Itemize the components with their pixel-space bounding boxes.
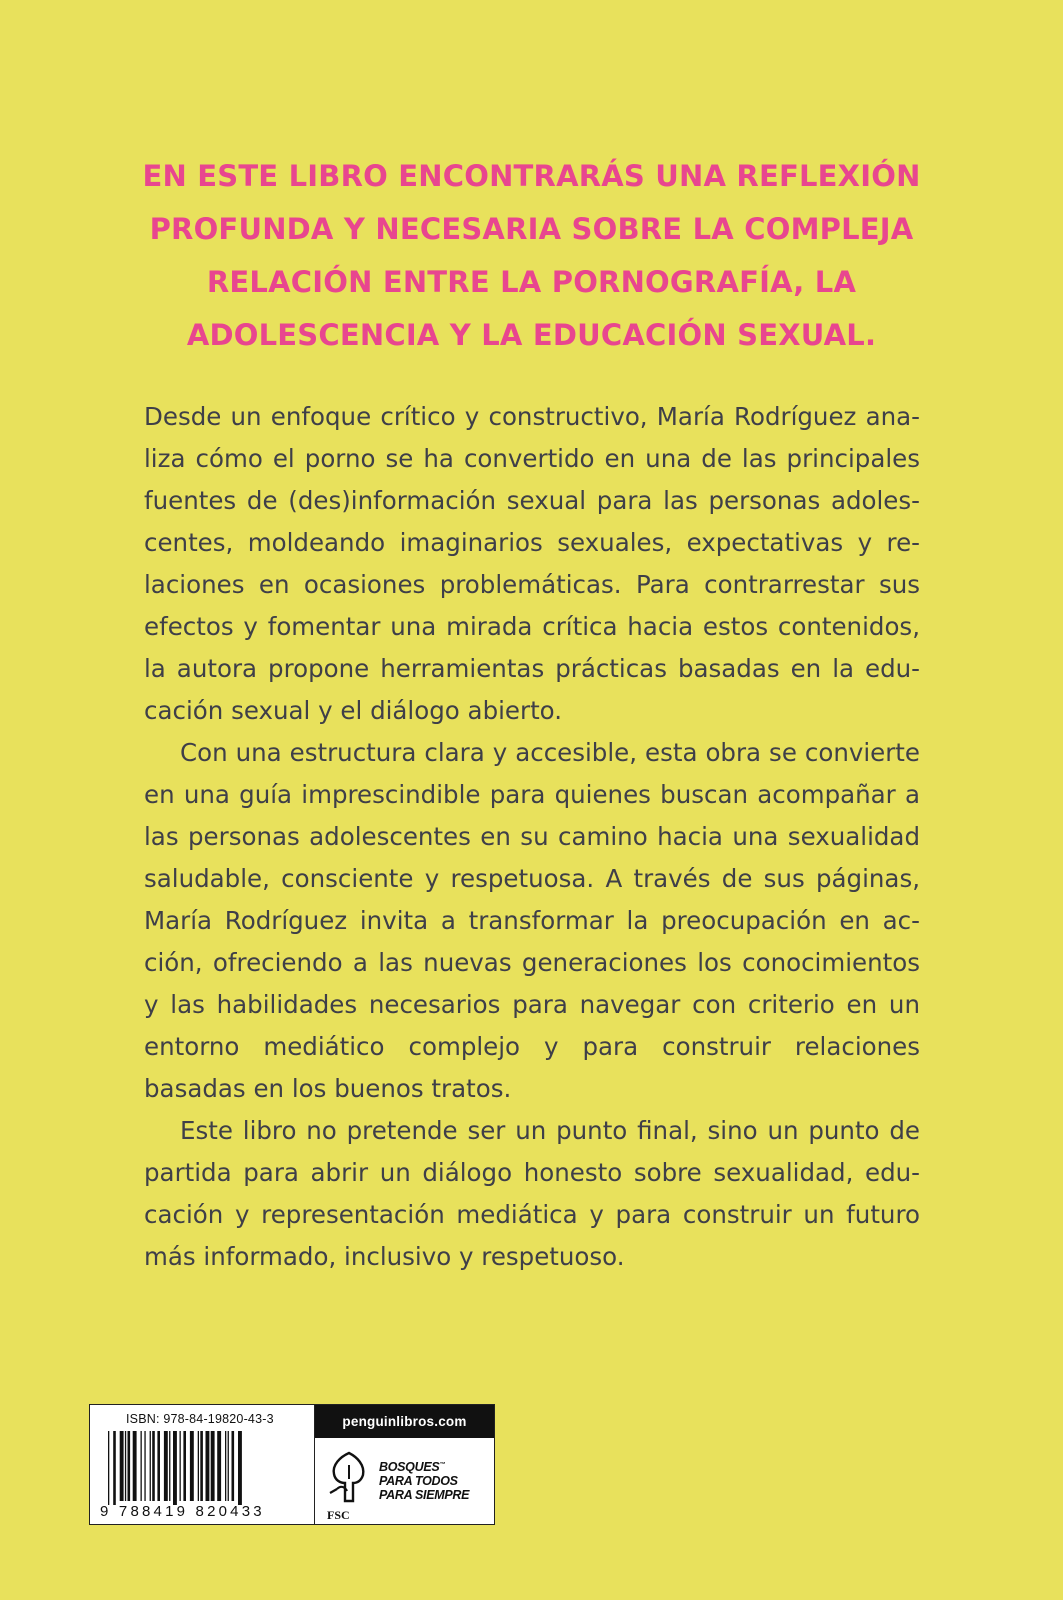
barcode-stripe — [128, 1431, 131, 1501]
ean-digits: 9 788419 820433 — [100, 1503, 265, 1520]
barcode-stripe — [225, 1431, 226, 1501]
barcode-stripe — [217, 1431, 221, 1501]
isbn-label: ISBN: 978-84-19820-43-3 — [126, 1412, 274, 1426]
headline-line-1: EN ESTE LIBRO ENCONTRARÁS UNA REFLEXIÓN — [142, 159, 921, 193]
barcode-stripe — [144, 1431, 145, 1501]
barcode-stripe — [180, 1431, 181, 1501]
barcode-stripe — [169, 1431, 170, 1501]
fsc-tree-icon — [327, 1449, 371, 1509]
barcode-stripe — [125, 1431, 126, 1501]
headline-line-4: ADOLESCENCIA Y LA EDUCACIÓN SEXUAL. — [186, 318, 877, 352]
barcode-stripe — [198, 1431, 199, 1501]
barcode-stripe — [164, 1431, 168, 1501]
barcode-bars — [106, 1431, 306, 1505]
barcode-stripe — [173, 1431, 177, 1505]
barcode-stripe — [228, 1431, 229, 1501]
barcode-box — [89, 1404, 495, 1525]
blurb-paragraph-1: Desde un enfoque crítico y constructivo, María Rodríguez analiza cómo el porno se ha convertido en una de las principales fuentes de (des)información sexual para las personas adolescentes, moldeando imaginarios sexuales, expectativas y relaciones en ocasiones problemáticas. Para contrarrestar sus efectos y fomentar una mirada crítica hacia estos contenidos, la autora propone herramientas prácticas basadas en la educación sexual y el diálogo abierto. — [144, 402, 920, 725]
barcode-stripe — [108, 1431, 109, 1505]
barcode-stripe — [120, 1431, 124, 1501]
barcode-stripe — [200, 1431, 203, 1501]
bosques-line-3: PARA SIEMPRE — [379, 1488, 470, 1503]
barcode-stripe — [150, 1431, 151, 1501]
blurb-text — [144, 396, 920, 1278]
blurb-paragraph-3: Este libro no pretende ser un punto final, sino un punto de partida para abrir un diálogo honesto sobre sexualidad, educación y representación mediática y para construir un futuro más informado, inclusivo y respetuoso. — [144, 1116, 920, 1271]
barcode-panel — [90, 1405, 315, 1524]
barcode-stripe — [238, 1431, 242, 1505]
barcode-stripe — [232, 1431, 235, 1501]
barcode-stripe — [133, 1431, 137, 1501]
barcode-stripe — [152, 1431, 155, 1501]
headline-line-2: PROFUNDA Y NECESARIA SOBRE LA COMPLEJA — [149, 212, 914, 246]
bosques-line-2: PARA TODOS — [379, 1474, 458, 1489]
barcode-stripe — [113, 1431, 116, 1505]
headline-line-3: RELACIÓN ENTRE LA PORNOGRAFÍA, LA — [206, 265, 857, 299]
barcode-stripe — [206, 1431, 210, 1501]
barcode-stripe — [211, 1431, 215, 1501]
barcode-stripe — [141, 1431, 142, 1501]
publisher-website: penguinlibros.com — [315, 1405, 494, 1438]
barcode-stripe — [190, 1431, 194, 1501]
publisher-panel — [315, 1405, 494, 1524]
fsc-label: FSC — [327, 1508, 350, 1522]
headline — [120, 150, 943, 362]
bosques-slogan — [379, 1458, 469, 1502]
blurb-paragraph-2: Con una estructura clara y accesible, esta obra se convierte en una guía imprescindible para quienes buscan acompañar a las personas adolescentes en su camino hacia una sexualidad saludable, consciente y respetuosa. A través de sus páginas, María Rodríguez invita a transformar la preocupación en acción, ofreciendo a las nuevas generaciones los conocimientos y las habilidades necesarios para navegar con criterio en un entorno mediático complejo y para construir relaciones basadas en los buenos tratos. — [144, 738, 920, 1103]
barcode-stripe — [183, 1431, 186, 1501]
barcode-stripe — [157, 1431, 160, 1501]
bosques-line-1: BOSQUES™ — [379, 1460, 446, 1475]
